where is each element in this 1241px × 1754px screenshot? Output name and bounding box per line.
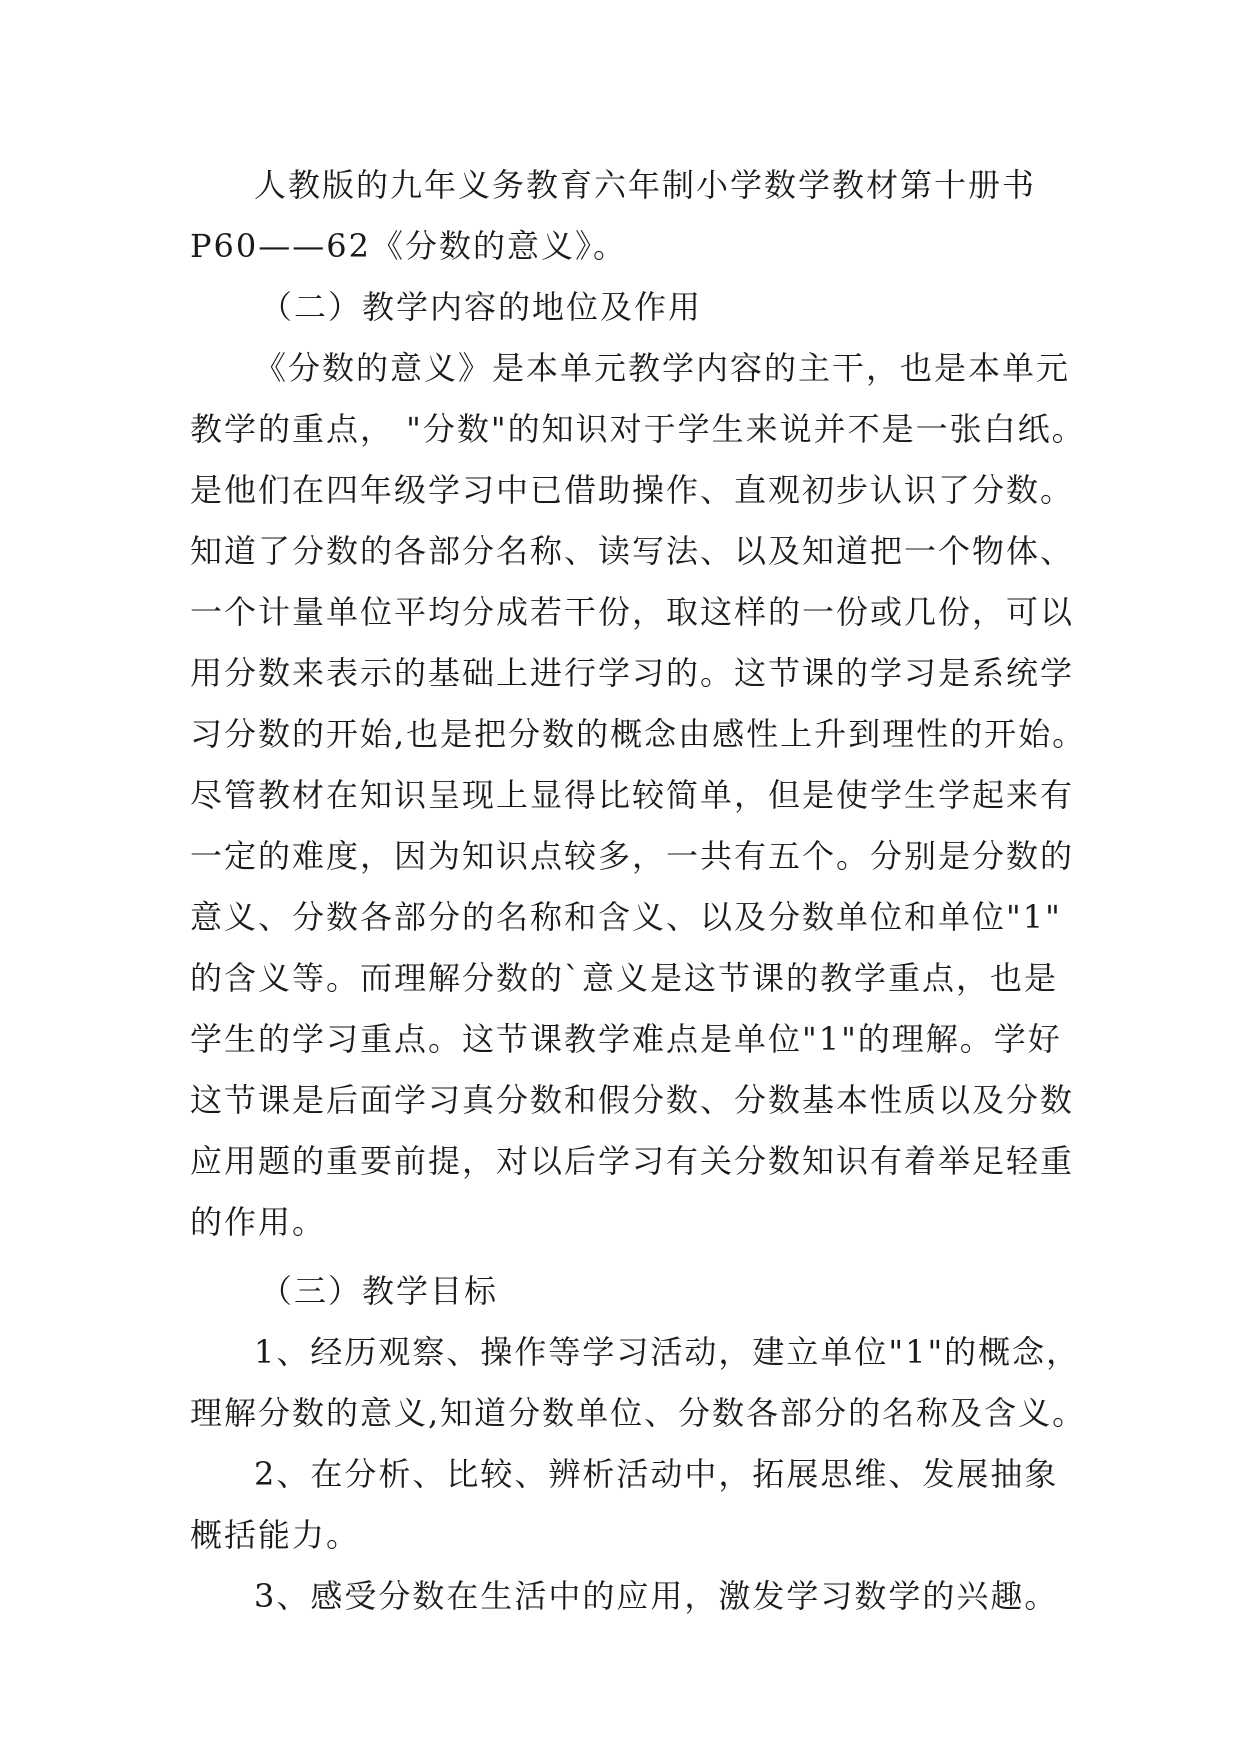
paragraph-line: 用分数来表示的基础上进行学习的。这节课的学习是系统学 (190, 654, 1075, 692)
paragraph-line: 的含义等。而理解分数的`意义是这节课的教学重点，也是 (190, 959, 1059, 997)
list-item-line: 概括能力。 (190, 1516, 361, 1554)
paragraph-line: 的作用。 (190, 1203, 327, 1241)
paragraph-line: 《分数的意义》是本单元教学内容的主干，也是本单元 (254, 349, 1071, 387)
paragraph-line: 教学的重点， "分数"的知识对于学生来说并不是一张白纸。 (190, 410, 1086, 448)
section-heading: （三）教学目标 (260, 1272, 499, 1310)
section-heading: （二）教学内容的地位及作用 (260, 288, 703, 326)
paragraph-line: 知道了分数的各部分名称、读写法、以及知道把一个物体、 (190, 532, 1075, 570)
paragraph-line: 人教版的九年义务教育六年制小学数学教材第十册书 (254, 166, 1037, 204)
paragraph-line: 学生的学习重点。这节课教学难点是单位"1"的理解。学好 (190, 1020, 1062, 1058)
paragraph-line: 习分数的开始,也是把分数的概念由感性上升到理性的开始。 (190, 715, 1087, 753)
list-item-line: 2、在分析、比较、辨析活动中，拓展思维、发展抽象 (254, 1455, 1059, 1493)
spacer (190, 1253, 1052, 1261)
paragraph-line: 意义、分数各部分的名称和含义、以及分数单位和单位"1" (190, 898, 1062, 936)
list-item-line: 理解分数的意义,知道分数单位、分数各部分的名称及含义。 (190, 1394, 1087, 1432)
paragraph-line: 这节课是后面学习真分数和假分数、分数基本性质以及分数 (190, 1081, 1075, 1119)
paragraph-line: 尽管教材在知识呈现上显得比较简单，但是使学生学起来有 (190, 776, 1075, 814)
paragraph-line: 一定的难度，因为知识点较多，一共有五个。分别是分数的 (190, 837, 1075, 875)
paragraph-line: 应用题的重要前提，对以后学习有关分数知识有着举足轻重 (190, 1142, 1075, 1180)
document-body (190, 155, 1087, 1627)
list-item-line: 1、经历观察、操作等学习活动，建立单位"1"的概念， (254, 1333, 1081, 1371)
list-item-line: 3、感受分数在生活中的应用，激发学习数学的兴趣。 (254, 1577, 1059, 1615)
paragraph-line: 一个计量单位平均分成若干份，取这样的一份或几份，可以 (190, 593, 1075, 631)
paragraph-line: P60——62《分数的意义》。 (190, 227, 627, 265)
paragraph-line: 是他们在四年级学习中已借助操作、直观初步认识了分数。 (190, 471, 1075, 509)
